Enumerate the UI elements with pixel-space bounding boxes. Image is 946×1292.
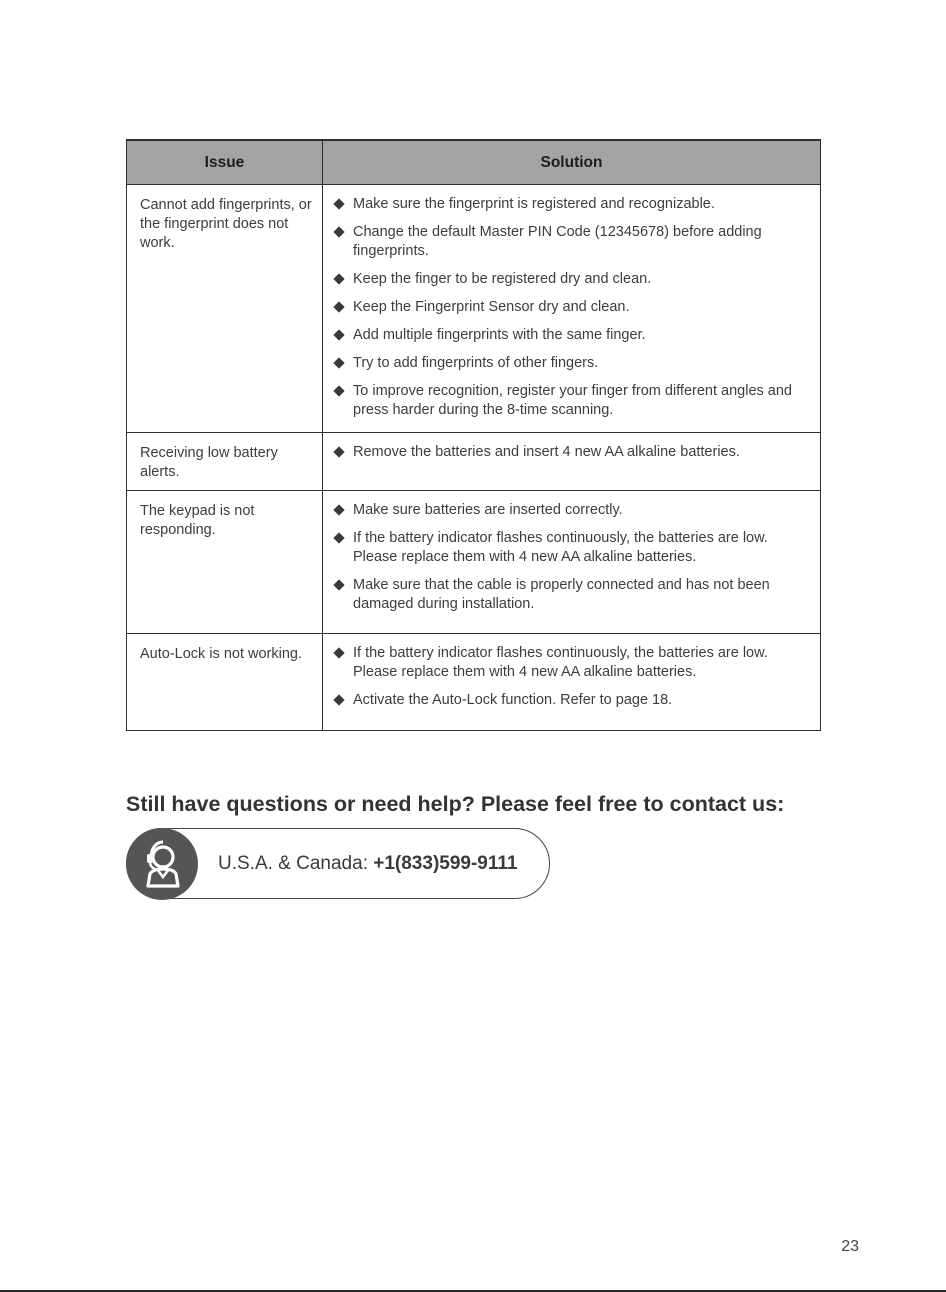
customer-support-icon — [126, 828, 198, 900]
diamond-bullet-icon — [333, 647, 344, 658]
diamond-bullet-icon — [333, 385, 344, 396]
solution-item — [333, 270, 810, 289]
solution-text: To improve recognition, register your finger from different angles and press harder during the 8-time scanning. — [353, 383, 792, 418]
solution-column-header: Solution — [323, 140, 821, 185]
solution-text: Add multiple fingerprints with the same finger. — [353, 327, 646, 343]
solution-list — [333, 501, 810, 614]
solution-item — [333, 443, 810, 462]
solution-text: Make sure batteries are inserted correctly. — [353, 502, 623, 518]
solution-list — [333, 443, 810, 462]
region-label: U.S.A. & Canada: — [218, 853, 368, 874]
diamond-bullet-icon — [333, 504, 344, 515]
solution-item — [333, 644, 810, 682]
diamond-bullet-icon — [333, 446, 344, 457]
solution-text: Try to add fingerprints of other fingers. — [353, 355, 599, 371]
solution-item — [333, 354, 810, 373]
phone-number: +1(833)599-9111 — [373, 853, 518, 874]
solution-item — [333, 529, 810, 567]
solution-text: Activate the Auto-Lock function. Refer to page 18. — [353, 692, 673, 708]
solution-item — [333, 326, 810, 345]
solution-item — [333, 501, 810, 520]
contact-line — [218, 853, 517, 875]
table-row — [127, 491, 821, 634]
support-agent-svg — [126, 828, 198, 900]
solution-text: Change the default Master PIN Code (12345678) before adding fingerprints. — [353, 224, 762, 259]
solution-list — [333, 195, 810, 420]
diamond-bullet-icon — [333, 329, 344, 340]
solution-text: If the battery indicator flashes continuously, the batteries are low. Please replace them with 4 new AA alkaline batteries. — [353, 645, 768, 680]
diamond-bullet-icon — [333, 198, 344, 209]
table-row — [127, 185, 821, 433]
solution-list — [333, 644, 810, 710]
solution-item — [333, 576, 810, 614]
diamond-bullet-icon — [333, 532, 344, 543]
solution-cell — [323, 433, 821, 491]
table-row — [127, 433, 821, 491]
solution-text: If the battery indicator flashes continuously, the batteries are low. Please replace them with 4 new AA alkaline batteries. — [353, 530, 768, 565]
solution-text: Remove the batteries and insert 4 new AA alkaline batteries. — [353, 444, 740, 460]
diamond-bullet-icon — [333, 301, 344, 312]
issue-cell: Cannot add fingerprints, or the fingerprint does not work. — [127, 185, 323, 433]
solution-item — [333, 195, 810, 214]
issue-column-header: Issue — [127, 140, 323, 185]
help-heading: Still have questions or need help? Please feel free to contact us: — [126, 792, 785, 816]
issue-cell: The keypad is not responding. — [127, 491, 323, 634]
solution-text: Keep the finger to be registered dry and clean. — [353, 271, 652, 287]
solution-cell — [323, 491, 821, 634]
solution-text: Make sure that the cable is properly connected and has not been damaged during installation. — [353, 577, 770, 612]
solution-item — [333, 298, 810, 317]
solution-item — [333, 691, 810, 710]
issue-cell: Receiving low battery alerts. — [127, 433, 323, 491]
solution-cell — [323, 185, 821, 433]
solution-cell — [323, 634, 821, 731]
page-number: 23 — [841, 1238, 859, 1255]
solution-text: Make sure the fingerprint is registered and recognizable. — [353, 196, 715, 212]
solution-text: Keep the Fingerprint Sensor dry and clean. — [353, 299, 630, 315]
solution-item — [333, 382, 810, 420]
diamond-bullet-icon — [333, 357, 344, 368]
solution-item — [333, 223, 810, 261]
contact-box — [126, 828, 550, 899]
diamond-bullet-icon — [333, 226, 344, 237]
table-row — [127, 634, 821, 731]
table-header-row — [127, 140, 821, 185]
diamond-bullet-icon — [333, 579, 344, 590]
diamond-bullet-icon — [333, 694, 344, 705]
troubleshooting-table — [126, 139, 821, 731]
issue-cell: Auto-Lock is not working. — [127, 634, 323, 731]
diamond-bullet-icon — [333, 273, 344, 284]
